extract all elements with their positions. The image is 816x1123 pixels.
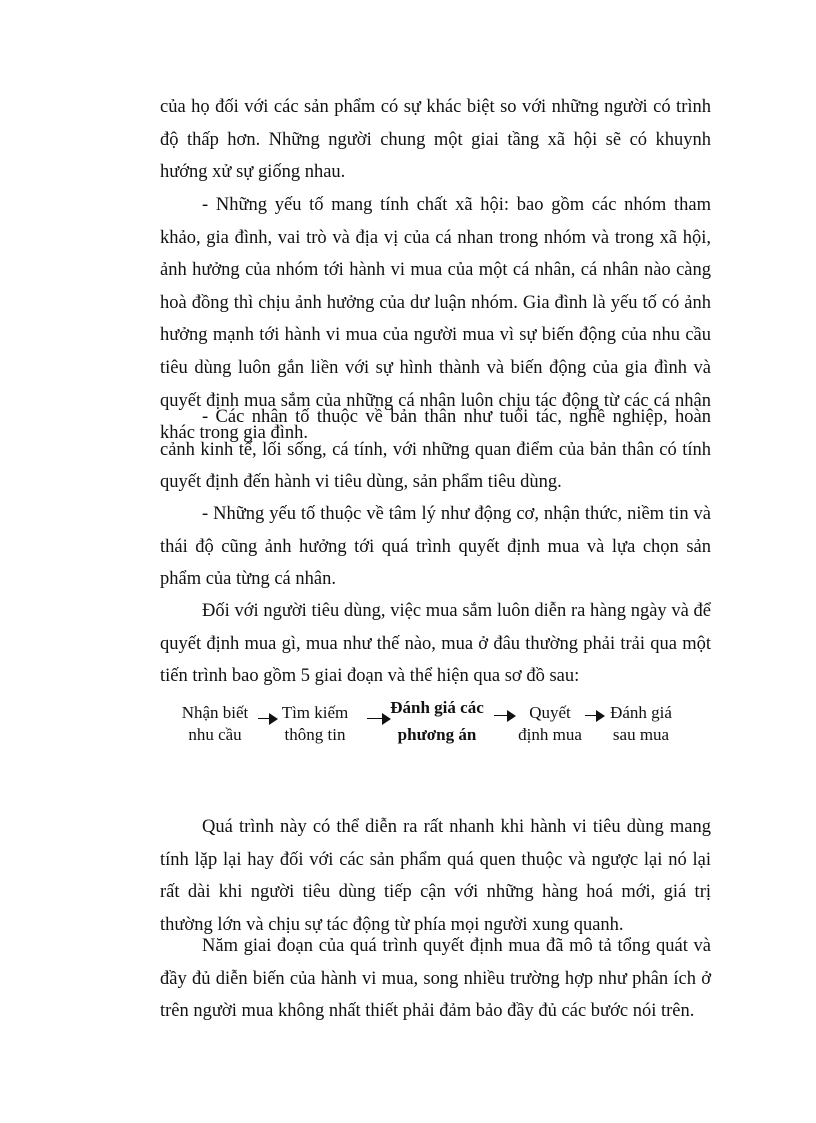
step-label-line2: thông tin: [284, 725, 346, 744]
step-label-line1: Đánh giá các: [390, 698, 484, 717]
step-need-recognition: [172, 702, 258, 746]
step-evaluate-alternatives: [382, 694, 492, 748]
step-label-line2: nhu cầu: [188, 725, 242, 744]
paragraph-process-speed: Quá trình này có thể diễn ra rất nhanh khi hành vi tiêu dùng mang tính lặp lại hay đối với các sản phẩm quá quen thuộc và ngược lại nó lại rất dài khi người tiêu dùng tiếp cận với những hàng hoá mới, giá trị thường lớn và chịu sự tác động từ phía mọi người xung quanh.: [160, 817, 711, 935]
step-purchase-decision: [512, 702, 588, 746]
paragraph-social-class-continued: của họ đối với các sản phẩm có sự khác biệt so với những người có trình độ thấp hơn. Những người chung một giai tầng xã hội sẽ có khuynh hướng xử sự giống nhau.: [160, 97, 711, 183]
paragraph-five-stages-summary: Năm giai đoạn của quá trình quyết định mua đã mô tả tổng quát và đầy đủ diễn biến của hành vi mua, song nhiều trường hợp như phân ích ở trên người mua không nhất thiết phải đảm bảo đầy đủ các bước nói trên.: [160, 936, 711, 1022]
step-label-line1: Nhận biết: [181, 703, 249, 722]
step-label-line2: sau mua: [612, 725, 670, 744]
paragraph-purchase-process-intro: Đối với người tiêu dùng, việc mua sắm luôn diễn ra hàng ngày và để quyết định mua gì, mua như thế nào, mua ở đâu thường phải trải qua một tiến trình bao gồm 5 giai đoạn và thể hiện qua sơ đồ sau:: [160, 601, 711, 687]
paragraph-personal-factors: - Các nhân tố thuộc về bản thân như tuổi tác, nghề nghiệp, hoàn cảnh kinh tế, lối sống, cá tính, với những quan điểm của bản thân có tính quyết định đến hành vi tiêu dùng, sản phẩm tiêu dùng.: [160, 407, 711, 493]
step-label-line1: Tìm kiếm: [281, 703, 349, 722]
paragraph-psychological-factors: - Những yếu tố thuộc về tâm lý như động cơ, nhận thức, niềm tin và thái độ cũng ảnh hưởng tới quá trình quyết định mua và lựa chọn sản phẩm của từng cá nhân.: [160, 504, 711, 590]
step-label-line2: định mua: [518, 725, 582, 744]
paragraph-social-factors: - Những yếu tố mang tính chất xã hội: bao gồm các nhóm tham khảo, gia đình, vai trò và địa vị của cá nhan trong nhóm và trong xã hội, ảnh hưởng của nhóm tới hành vi mua của một cá nhân, cá nhân nào càng hoà đồng thì chịu ảnh hưởng của dư luận nhóm. Gia đình là yếu tố có ảnh hưởng mạnh tới hành vi mua của người mua vì sự biến động của nhu cầu tiêu dùng luôn gắn liền với sự hình thành và biến động của gia đình và quyết định mua sắm của những cá nhân luôn chịu tác động từ các cá nhân khác trong gia đình.: [160, 195, 711, 444]
step-post-purchase-evaluation: [603, 702, 679, 746]
step-label-line2: phương án: [397, 725, 477, 744]
step-label-line1: Quyết: [529, 703, 571, 722]
step-information-search: [275, 702, 355, 746]
purchase-process-diagram: [0, 690, 816, 760]
step-label-line1: Đánh giá: [610, 703, 672, 722]
arrow-right-icon: [585, 710, 605, 722]
